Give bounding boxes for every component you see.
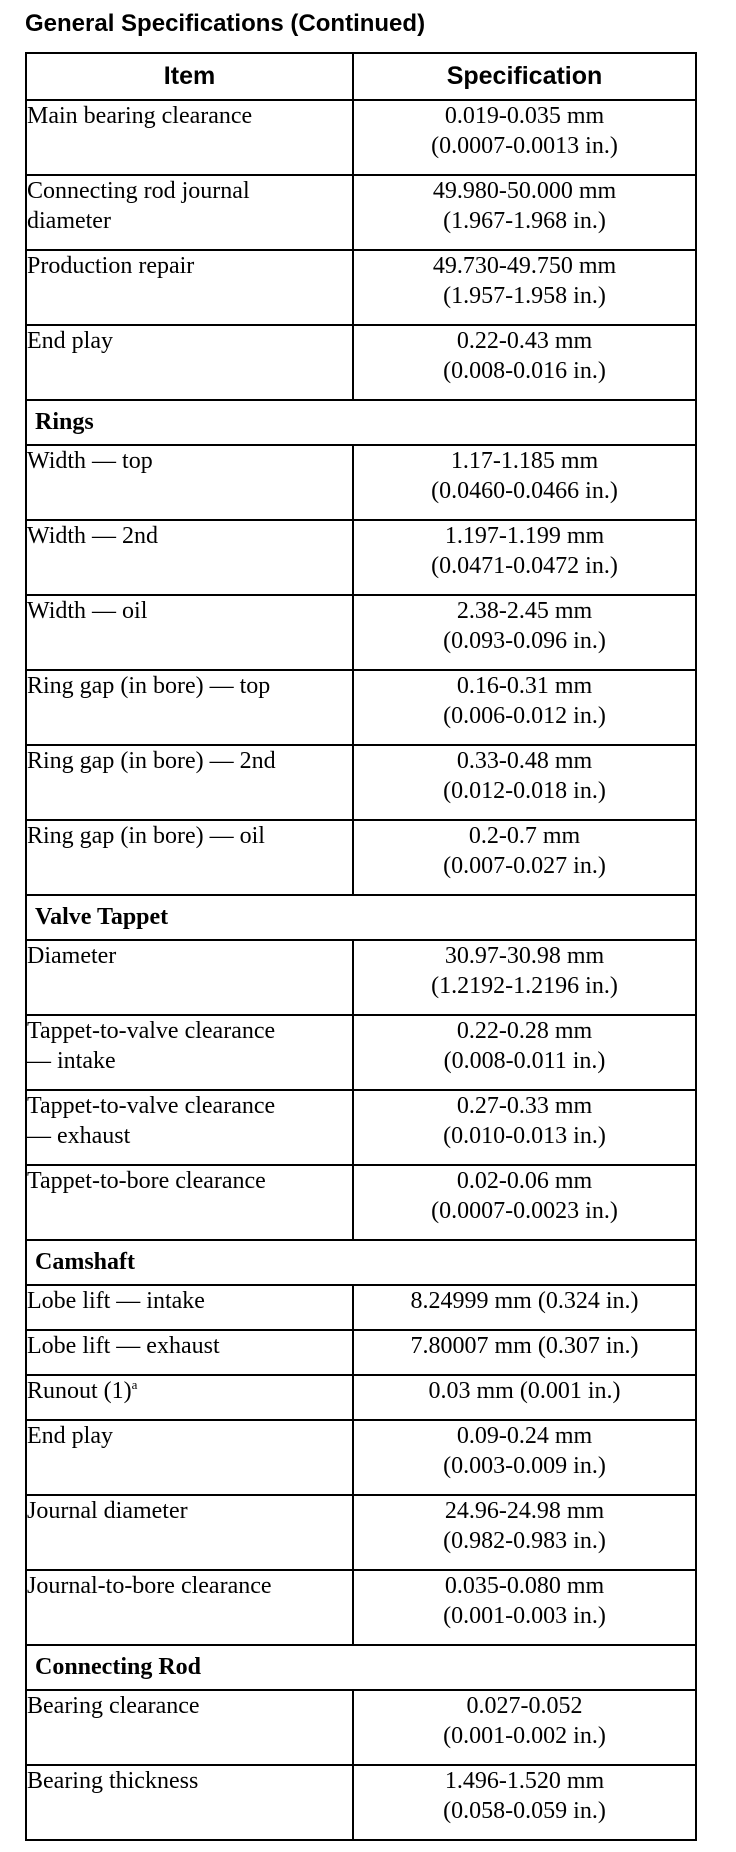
item-cell [26,1570,353,1645]
item-text-content: End play [27,328,113,354]
item-text [27,446,352,476]
item-text [27,1331,352,1361]
specification-cell [353,1015,696,1090]
item-column-header: Item [26,53,353,100]
item-cell [26,325,353,400]
item-text [27,251,352,281]
item-text-content: Lobe lift — exhaust [27,1333,220,1359]
table-row [26,175,696,250]
specification-cell [353,1690,696,1765]
table-row [26,1495,696,1570]
item-text [27,1496,352,1526]
specification-cell [353,1495,696,1570]
specification-cell [353,1090,696,1165]
specification-text: 1.496-1.520 mm [444,1768,605,1794]
specification-text: 24.96-24.98 mm [444,1498,605,1524]
item-text [27,746,352,776]
table-row [26,520,696,595]
specification-text: 49.980-50.000 mm [432,178,617,204]
specification-text: 0.2-0.7 mm [468,823,581,849]
item-text-content: Lobe lift — intake [27,1288,205,1314]
item-text [27,671,352,701]
table-row [26,1690,696,1765]
item-cell [26,1090,353,1165]
specification-text: 7.80007 mm (0.307 in.) [410,1333,639,1359]
item-text [27,1766,352,1796]
specification-text: 1.197-1.199 mm [444,523,605,549]
item-text-content: Tappet-to-bore clearance [27,1168,266,1194]
item-text [27,1286,352,1316]
page-title: General Specifications (Continued) [25,10,426,37]
table-row [26,445,696,520]
specification-text: (0.0007-0.0013 in.) [431,133,618,159]
specification-text: (0.058-0.059 in.) [443,1798,606,1824]
item-text-content: Journal diameter [27,1498,188,1524]
table-row [26,1090,696,1165]
item-text [27,1046,352,1076]
item-text-content: Ring gap (in bore) — 2nd [27,748,276,774]
item-text [27,1166,352,1196]
item-text-content: Bearing thickness [27,1768,199,1794]
item-cell [26,1285,353,1330]
item-text-content: Runout (1) [27,1378,132,1404]
specification-cell [353,670,696,745]
item-text-content: Width — 2nd [27,523,159,549]
item-cell [26,1690,353,1765]
specification-cell [353,520,696,595]
item-text-content: Production repair [27,253,195,279]
specification-text: (0.010-0.013 in.) [443,1123,606,1149]
table-header-row [26,53,696,100]
specification-cell [353,100,696,175]
item-text [27,1376,352,1406]
item-text-content: Tappet-to-valve clearance [27,1018,276,1044]
table-row [26,1165,696,1240]
specification-text: (0.001-0.003 in.) [443,1603,606,1629]
table-row [26,1375,696,1420]
specification-text: (0.012-0.018 in.) [443,778,606,804]
item-cell [26,595,353,670]
specification-text: 0.03 mm (0.001 in.) [428,1378,621,1404]
item-text-content: Tappet-to-valve clearance [27,1093,276,1119]
item-text-content: Width — top [27,448,153,474]
specification-text: 8.24999 mm (0.324 in.) [410,1288,639,1314]
item-cell [26,175,353,250]
table-row [26,1015,696,1090]
specification-text: 0.09-0.24 mm [456,1423,593,1449]
item-cell [26,1765,353,1840]
item-cell [26,100,353,175]
specification-text: (0.093-0.096 in.) [443,628,606,654]
item-text-content: Connecting rod journal [27,178,250,204]
table-row [26,670,696,745]
table-row [26,745,696,820]
table-body [26,100,696,1840]
specification-text: (1.967-1.968 in.) [443,208,606,234]
item-text-content: diameter [27,208,111,234]
specification-cell [353,445,696,520]
specification-text: 0.019-0.035 mm [444,103,605,129]
item-text-content: Journal-to-bore clearance [27,1573,272,1599]
section-row [26,1240,696,1285]
specification-cell [353,595,696,670]
item-text [27,1421,352,1451]
section-heading: Camshaft [26,1240,696,1285]
item-text [27,176,352,206]
item-cell [26,670,353,745]
item-cell [26,1165,353,1240]
item-text [27,1121,352,1151]
section-heading: Rings [26,400,696,445]
specification-cell [353,1330,696,1375]
item-text [27,821,352,851]
item-text-content: End play [27,1423,113,1449]
item-text [27,596,352,626]
table-row [26,1765,696,1840]
specification-text: 30.97-30.98 mm [444,943,605,969]
section-heading: Connecting Rod [26,1645,696,1690]
specification-cell [353,175,696,250]
item-text [27,521,352,551]
specification-text: 0.16-0.31 mm [456,673,593,699]
item-text-content: Diameter [27,943,117,969]
item-text-content: Main bearing clearance [27,103,253,129]
item-cell [26,820,353,895]
item-text [27,1691,352,1721]
specification-cell [353,820,696,895]
specification-text: (0.0471-0.0472 in.) [431,553,618,579]
specification-text: (0.008-0.016 in.) [443,358,606,384]
section-row [26,895,696,940]
item-text [27,206,352,236]
table-row [26,325,696,400]
item-text-content: Ring gap (in bore) — top [27,673,271,699]
item-cell [26,1330,353,1375]
specifications-table [25,52,697,1841]
specification-cell [353,1375,696,1420]
item-text-content: — intake [27,1048,116,1074]
specification-text: 1.17-1.185 mm [450,448,599,474]
specification-cell [353,1285,696,1330]
table-row [26,250,696,325]
item-cell [26,1495,353,1570]
table-row [26,940,696,1015]
table-row [26,1285,696,1330]
specification-text: (1.2192-1.2196 in.) [431,973,618,999]
specification-text: 0.22-0.43 mm [456,328,593,354]
section-row [26,1645,696,1690]
specification-text: (0.0460-0.0466 in.) [431,478,618,504]
specification-column-header: Specification [353,53,696,100]
specification-cell [353,1765,696,1840]
specification-text: (1.957-1.958 in.) [443,283,606,309]
specification-text: (0.982-0.983 in.) [443,1528,606,1554]
specification-text: 0.22-0.28 mm [456,1018,593,1044]
item-cell [26,1375,353,1420]
section-row [26,400,696,445]
specification-cell [353,325,696,400]
item-text-content: — exhaust [27,1123,131,1149]
specification-cell [353,1165,696,1240]
specification-cell [353,940,696,1015]
specification-cell [353,745,696,820]
specification-cell [353,1420,696,1495]
item-text-content: Width — oil [27,598,148,624]
item-cell [26,745,353,820]
table-row [26,820,696,895]
item-cell [26,250,353,325]
item-text [27,101,352,131]
item-text [27,1091,352,1121]
item-cell [26,445,353,520]
specification-cell [353,250,696,325]
item-text [27,1016,352,1046]
item-text [27,941,352,971]
item-cell [26,1015,353,1090]
item-cell [26,940,353,1015]
specification-text: (0.001-0.002 in.) [443,1723,606,1749]
specification-text: 49.730-49.750 mm [432,253,617,279]
item-text-content: Ring gap (in bore) — oil [27,823,265,849]
item-text-content: Bearing clearance [27,1693,200,1719]
specification-text: 0.027-0.052 [466,1693,583,1719]
section-heading: Valve Tappet [26,895,696,940]
specification-text: 0.02-0.06 mm [456,1168,593,1194]
specification-cell [353,1570,696,1645]
table-row [26,595,696,670]
item-cell [26,520,353,595]
specification-text: (0.008-0.011 in.) [443,1048,606,1074]
item-text [27,326,352,356]
table-row [26,100,696,175]
specification-text: (0.006-0.012 in.) [443,703,606,729]
specification-text: 0.035-0.080 mm [444,1573,605,1599]
specification-text: 0.27-0.33 mm [456,1093,593,1119]
item-text [27,1571,352,1601]
table-row [26,1570,696,1645]
specification-text: 2.38-2.45 mm [456,598,593,624]
specification-text: (0.003-0.009 in.) [443,1453,606,1479]
item-cell [26,1420,353,1495]
table-row [26,1330,696,1375]
specification-text: (0.007-0.027 in.) [443,853,606,879]
table-row [26,1420,696,1495]
footnote-marker: a [131,1377,138,1392]
specification-text: (0.0007-0.0023 in.) [431,1198,618,1224]
specification-text: 0.33-0.48 mm [456,748,593,774]
